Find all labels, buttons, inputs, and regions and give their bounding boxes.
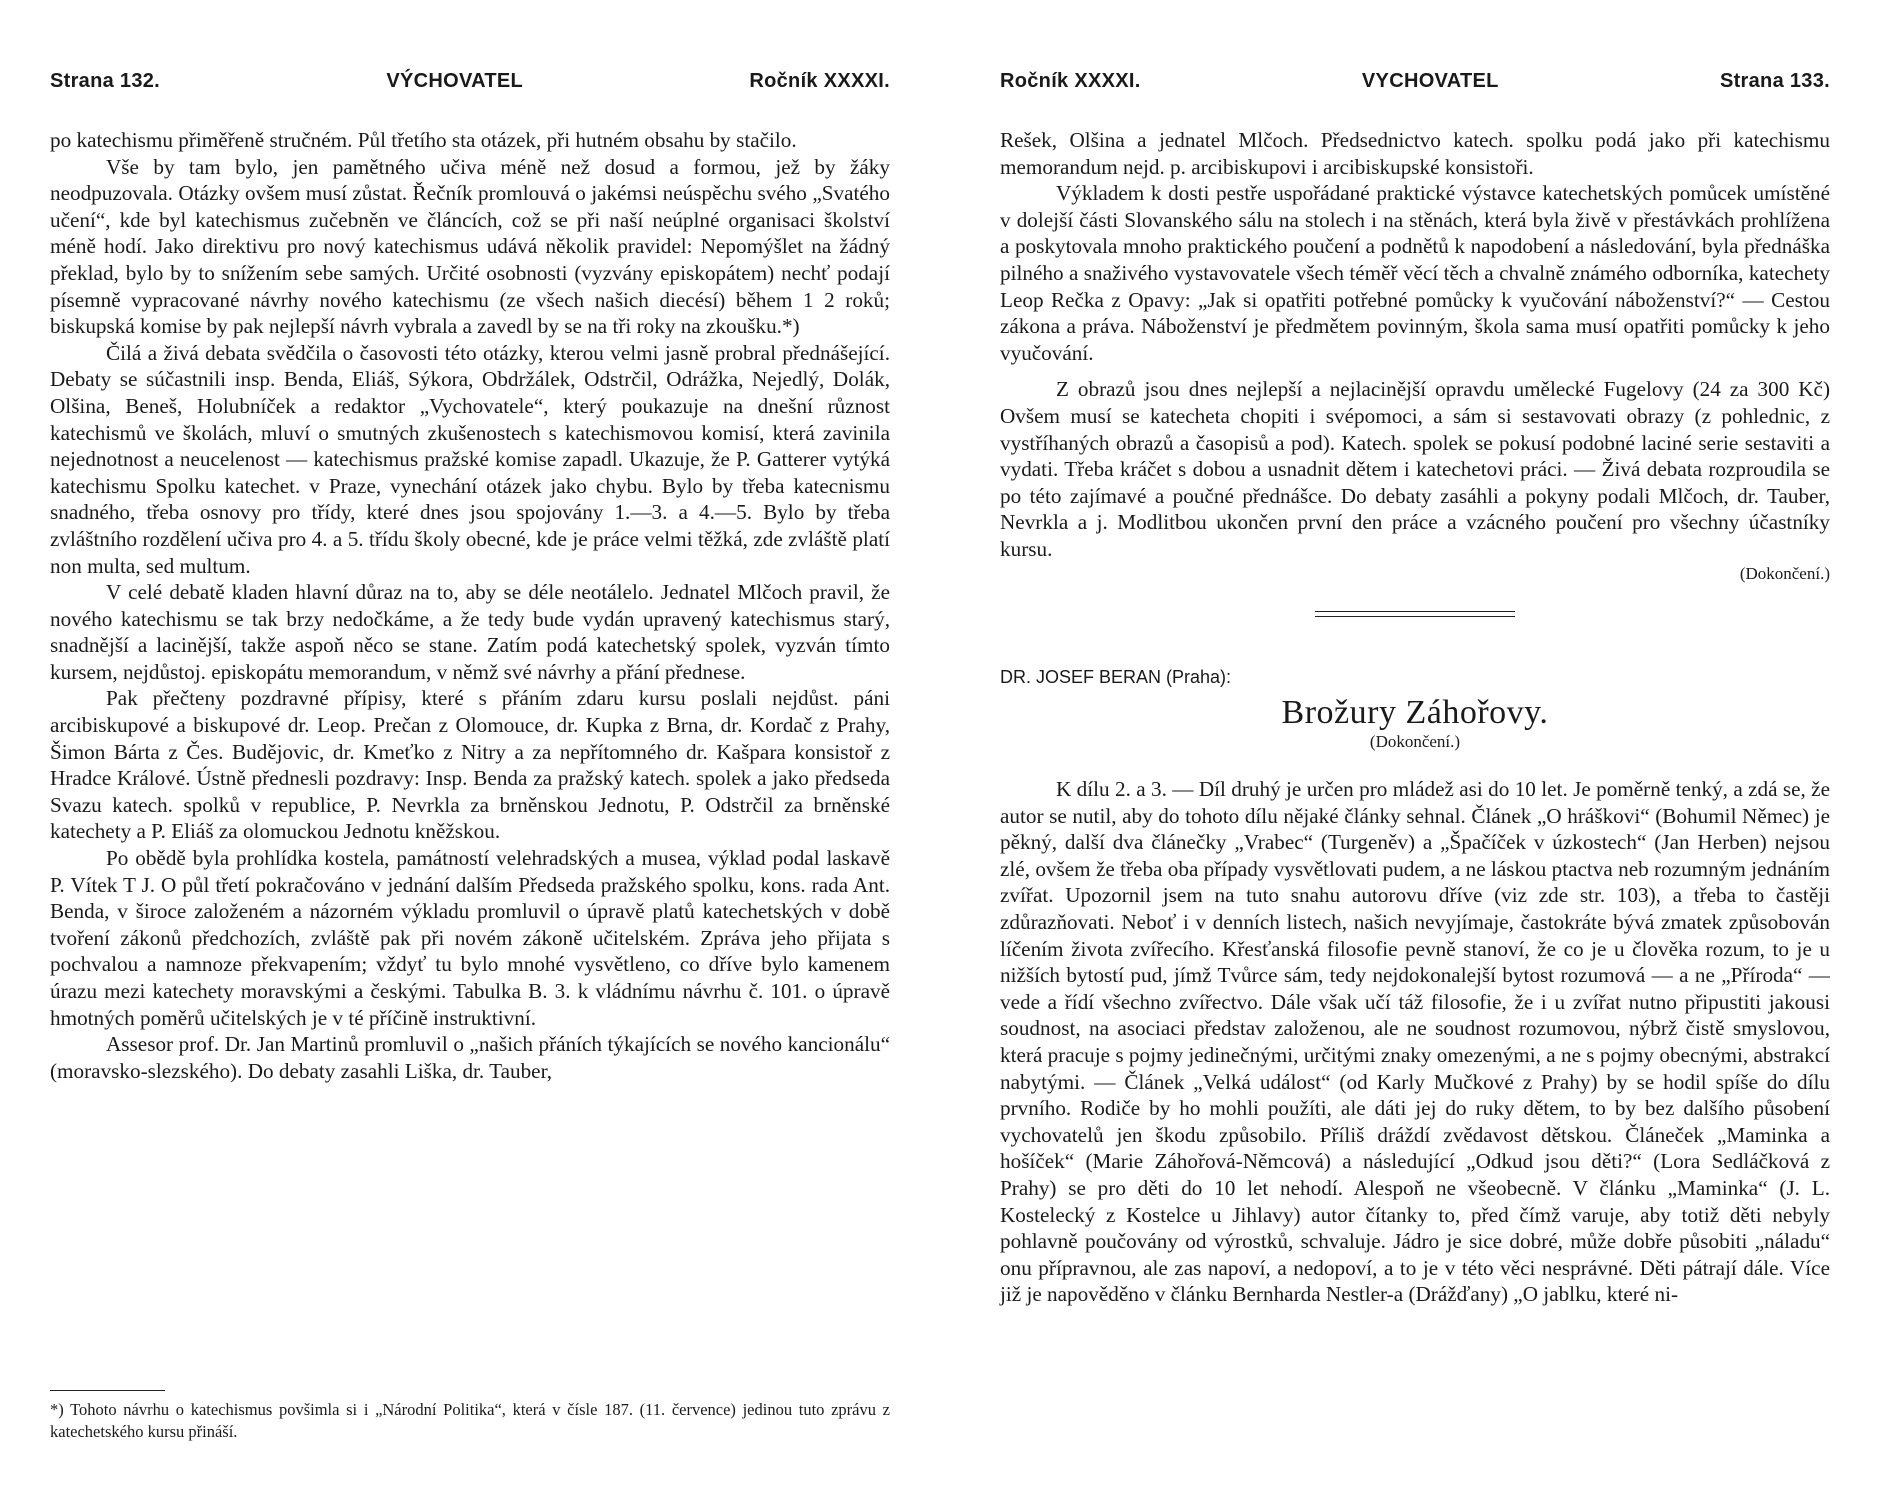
paragraph: Čilá a živá debata svědčila o časovosti této otázky, kterou velmi jasně probral přednášející. Debaty se súčastnili insp. Benda, Eliáš, Sýkora, Obdržálek, Odstrčil, Odrážka, Nejedlý, Dolák, Olšina, Beneš, Holubníček a redaktor „Vychovatele“, který poukazuje na dnešní různost katechismů ve školách, mluví o smutných zkušenostech s katechismovou komisí, která zavinila nejednotnost a neucelenost — katechismus pražské komise zapadl. Ukazuje, že P. Gatterer vytýká katechismu Spolku katechet. v Praze, vynechání otázek jako chybu. Bylo by třeba katecnismu snadného, třeba osnovy pro třídy, které dnes jsou spojovány 1.—3. a 4.—5. Bylo by třeba zvláštního rozdělení učiva pro 4. a 5. třídu školy obecné, kde je práce velmi těžká, zde zvláště platí non multa, sed multum.: [50, 340, 890, 578]
journal-title: VÝCHOVATEL: [386, 70, 524, 92]
page-number: Strana 132.: [50, 70, 161, 92]
footnote: *) Tohoto návrhu o katechismus povšimla si i „Národní Politika“, která v čísle 187. (11. července) jedinou tuto zprávu z katechetského kursu přináší.: [50, 1400, 890, 1441]
continuation-note: (Dokončení.): [1739, 563, 1830, 583]
article-subtitle: (Dokončení.): [1369, 732, 1461, 752]
paragraph: K dílu 2. a 3. — Díl druhý je určen pro mládež asi do 10 let. Je poměrně tenký, a zdá se, že autor se nutil, aby do tohoto dílu nějaké články sehnal. Článek „O hráškovi“ (Bohumil Němec) je pěkný, další dva článečky „Vrabec“ (Turgeněv) a „Špačíček v úzkostech“ (Jan Herben) nejsou zlé, ovšem že třeba oba případy vysvětlovati pudem, a ne láskou ptactva neb rozumným jednáním zvířat. Upozornil jsem na tuto snahu autorovu dříve (viz zde str. 103), a třeba to častěji zdůrazňovati. Neboť i v denních listech, našich nevyjímaje, častokráte bývá zmatek způsobován líčením života zvířecího. Křesťanská filosofie pevně stanoví, že co je u člověka rozum, to je u nižších bytostí pud, jímž Tvůrce sám, tedy nejdokonalejší bytost rozumová — a ne „Příroda“ — vede a řídí všechno zvířectvo. Dále však učí táž filosofie, že i u zvířat nutno připustiti jakousi soudnost, na asociaci představ založenou, ale ne soudnost rozumovou, nýbrž čistě smyslovou, která pracuje s pojmy jedinečnými, určitými znaky omezenými, a ne s pojmy obecnými, abstrakcí nabytými. — Článek „Velká událost“ (od Karly Mučkové z Prahy) by se hodil spíše do dílu prvního. Rodiče by ho mohli použíti, ale dáti jej do ruky dětem, to by bez dalšího působení vychovatelů jen škodu způsobilo. Příliš dráždí zvědavost dětskou. Článeček „Maminka a hošíček“ (Marie Záhořová-Němcová) a následující „Odkud jsou děti?“ (Lora Sedláčková z Prahy) se pro děti do 10 let nehodí. Alespoň ne všeobecně. V článku „Maminka“ (J. L. Kostelecký z Kostelce u Jihlavy) autor čítanky to, před čímž varuje, aby totiž děti nebyly pohlavně poučovány od výrostků, schvaluje. Jádro je sice dobré, může dobře působiti „náladu“ onu přípravnou, ale zas napoví, a nedopoví, a to je v této věci nesprávné. Děti pátrají dále. Více již je napověděno v článku Bernharda Nestler-a (Drážďany) „O jablku, které ni-: [1000, 777, 1830, 1307]
volume-label: Ročník XXXXI.: [1000, 70, 1141, 92]
page-body: [50, 127, 890, 1084]
paragraph: Vše by tam bylo, jen pamětného učiva méně než dosud a formou, jež by žáky neodpuzovala. Otázky ovšem musí zůstat. Řečník promlouvá o jakémsi neúspěchu svého „Svatého učení“, kde byl katechismus zučebněn ve článcích, což se při naší neúplné organisaci školství méně hodí. Jako direktivu pro nový katechismus udává několik pravidel: Nepomýšlet na žádný překlad, bylo by to snížením sebe samých. Určité osobnosti (vyzvány episkopátem) nechť podají písemně vypracované návrhy nového katechismu (ze všech našich diecésí) během 1 2 roků; biskupská komise by pak nejlepší návrh vybrala a zavedl by se na tři roky na zkoušku.*): [50, 154, 890, 339]
paragraph: Rešek, Olšina a jednatel Mlčoch. Předsednictvo katech. spolku podá jako při katechismu memorandum nejd. p. arcibiskupovi i arcibiskupské konsistoři.: [1000, 128, 1830, 179]
paragraph: V celé debatě kladen hlavní důraz na to, aby se déle neotálelo. Jednatel Mlčoch pravil, že nového katechismu se tak brzy nedočkáme, a že tedy bude vydán upravený katechismus starý, snadnější a lacinější, takže aspoň něco se stane. Zatím podá katechetský spolek, vyzván tímto kursem, nejdůstoj. episkopátu memorandum, v němž své návrhy a přání přednese.: [50, 580, 890, 684]
paragraph: Výkladem k dosti pestře uspořádané praktické výstavce katechetských pomůcek umístěné v dolejší části Slovanského sálu na stolech i na stěnách, která byla živě v přestávkách prohlížena a poskytovala mnoho praktického poučení a podnětů k napodobení a následování, byla přednáška pilného a snaživého vystavovatele všech téměř věcí těch a chvalně známého odborníka, katechety Leop Rečka z Opavy: „Jak si opatřiti potřebné pomůcky k vyučování náboženství?“ — Cestou zákona a práva. Náboženství je předmětem povinným, škola sama musí opatřiti pomůcky k jeho vyučování.: [1000, 181, 1830, 365]
page-header: [50, 70, 890, 93]
footnote-rule: [50, 1390, 165, 1391]
page-number: Strana 133.: [1719, 70, 1830, 92]
right-page: [1000, 70, 1830, 1308]
journal-title: VYCHOVATEL: [1361, 70, 1499, 92]
left-page: [50, 70, 890, 1084]
paragraph: po katechismu přiměřeně stručném. Půl třetího sta otázek, při hutném obsahu by stačilo.: [50, 128, 797, 152]
article-author: DR. JOSEF BERAN (Praha):: [1000, 667, 1232, 688]
section-divider: [1315, 611, 1515, 617]
article-title: Brožury Záhořovy.: [1281, 694, 1549, 732]
paragraph: Assesor prof. Dr. Jan Martinů promluvil o „našich přáních týkajících se nového kancionálu“ (moravsko-slezského). Do debaty zasahli Liška, dr. Tauber,: [50, 1032, 890, 1083]
volume-label: Ročník XXXXI.: [749, 70, 890, 92]
page-body: [1000, 127, 1830, 587]
paragraph: Po obědě byla prohlídka kostela, památností velehradských a musea, výklad podal laskavě P. Vítek T J. O půl třetí pokračováno v jednání dalším Předseda pražského spolku, kons. rada Ant. Benda, v široce založeném a názorném výkladu promluvil o úpravě platů katechetských v době tvoření zákonů předchozích, zvláště pak při novém zákoně učitelském. Zpráva jeho přijata s pochvalou a namnoze překvapením; vždyť tu bylo mnohé vysvětleno, co dříve bylo kamenem úrazu mezi katechety moravskými a českými. Tabulka B. 3. k vládnímu návrhu č. 101. o úpravě hmotných poměrů učitelských je v té příčině instruktivní.: [50, 846, 890, 1030]
footnote-area: [50, 1390, 890, 1443]
article-body: [1000, 776, 1830, 1308]
page-header: [1000, 70, 1830, 93]
paragraph: Pak přečteny pozdravné přípisy, které s přáním zdaru kursu poslali nejdůst. páni arcibiskupové a biskupové dr. Leop. Prečan z Olomouce, dr. Kupka z Brna, dr. Kordač z Prahy, Šimon Bárta z Čes. Budějovic, dr. Kmeťko z Nitry a za nepřítomného dr. Kašpara konsistoř z Hradce Králové. Ústně přednesli pozdravy: Insp. Benda za pražský katech. spolek a jako předseda Svazu katech. spolků v republice, P. Nevrkla za brněnskou Jednotu, P. Odstrčil za brněnské katechety a P. Eliáš za olomuckou Jednotu kněžskou.: [50, 686, 890, 844]
paragraph: Z obrazů jsou dnes nejlepší a nejlacinější opravdu umělecké Fugelovy (24 za 300 Kč) Ovšem musí se katecheta chopiti i svépomoci, a sám si sestavovati obrazy (z pohlednic, z vystříhaných obrazů a časopisů a pod). Katech. spolek se pokusí podobné laciné serie sestaviti a vydati. Třeba kráčet s dobou a usnadnit dětem i katechetovi práci. — Živá debata rozproudila se po této zajímavé a poučné přednášce. Do debaty zasáhli a pokyny podali Mlčoch, dr. Tauber, Nevrkla a j. Modlitbou ukončen první den práce a vzácného poučení pro všechny účastníky kursu.: [1000, 377, 1830, 561]
